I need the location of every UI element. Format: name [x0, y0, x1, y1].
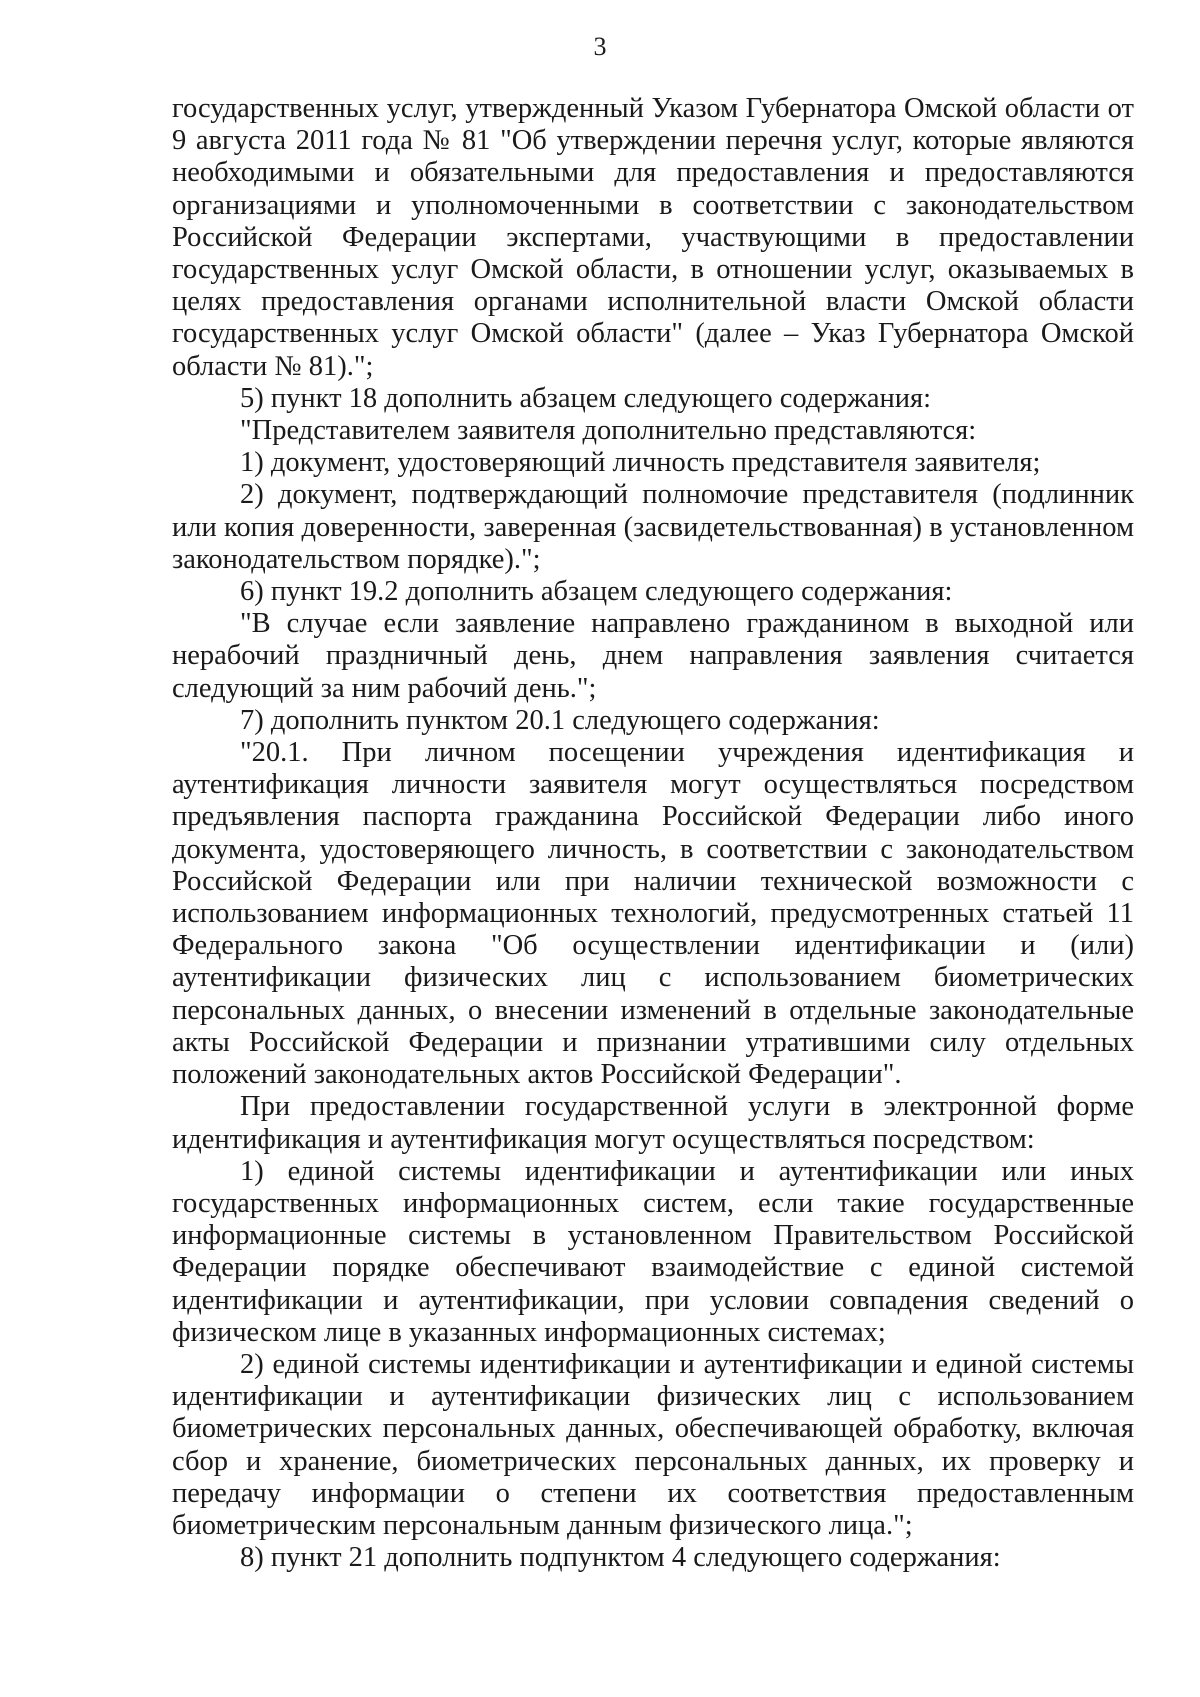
paragraph-electronic-form: При предоставлении государственной услуги в электронной форме идентификация и аутентификация могут осуществляться посредством: — [172, 1091, 1134, 1155]
paragraph-continuation: государственных услуг, утвержденный Указом Губернатора Омской области от 9 августа 2011 года № 81 "Об утверждении перечня услуг, которые являются необходимыми и обязательными для предоставления и предоставляются организациями и уполномоченными в соответствии с законодательством Российской Федерации экспертами, участвующими в предоставлении государственных услуг Омской области, в отношении услуг, оказываемых в целях предоставления органами исполнительной власти Омской области государственных услуг Омской области" (далее – Указ Губернатора Омской области № 81)."; — [172, 93, 1134, 382]
page-number: 3 — [593, 32, 607, 61]
paragraph-clause-20-1: "20.1. При личном посещении учреждения идентификация и аутентификация личности заявителя могут осуществляться посредством предъявления паспорта гражданина Российской Федерации либо иного документа, удостоверяющего личность, в соответствии с законодательством Российской Федерации или при наличии технической возможности с использованием информационных технологий, предусмотренных статьей 11 Федерального закона "Об осуществлении идентификации и (или) аутентификации физических лиц с использованием биометрических персональных данных, о внесении изменений в отдельные законодательные акты Российской Федерации и признании утратившими силу отдельных положений законодательных актов Российской Федерации". — [172, 737, 1134, 1091]
paragraph-item-5: 5) пункт 18 дополнить абзацем следующего содержания: — [240, 382, 932, 414]
paragraph-item-8: 8) пункт 21 дополнить подпунктом 4 следующего содержания: — [240, 1542, 1001, 1574]
paragraph-subitem-1: 1) документ, удостоверяющий личность представителя заявителя; — [240, 447, 1041, 479]
paragraph-item-7: 7) дополнить пунктом 20.1 следующего содержания: — [240, 704, 880, 736]
paragraph-subitem-2: 2) документ, подтверждающий полномочие представителя (подлинник или копия доверенности, заверенная (засвидетельствованная) в установленном законодательством порядке)."; — [172, 479, 1134, 575]
paragraph-esia: 1) единой системы идентификации и аутентификации или иных государственных информационных систем, если такие государственные информационные системы в установленном Правительством Российской Федерации порядке обеспечивают взаимодействие с единой системой идентификации и аутентификации, при условии совпадения сведений о физическом лице в указанных информационных системах; — [172, 1155, 1134, 1348]
paragraph-representative-intro: "Представителем заявителя дополнительно представляются: — [240, 415, 977, 447]
paragraph-item-6: 6) пункт 19.2 дополнить абзацем следующего содержания: — [240, 576, 953, 608]
paragraph-weekend-rule: "В случае если заявление направлено гражданином в выходной или нерабочий праздничный день, днем направления заявления считается следующий за ним рабочий день."; — [172, 608, 1134, 704]
paragraph-biometric: 2) единой системы идентификации и аутентификации и единой системы идентификации и аутентификации физических лиц с использованием биометрических персональных данных, обеспечивающей обработку, включая сбор и хранение, биометрических персональных данных, их проверку и передачу информации о степени их соответствия предоставленным биометрическим персональным данным физического лица."; — [172, 1348, 1134, 1541]
document-body — [172, 93, 1134, 1574]
